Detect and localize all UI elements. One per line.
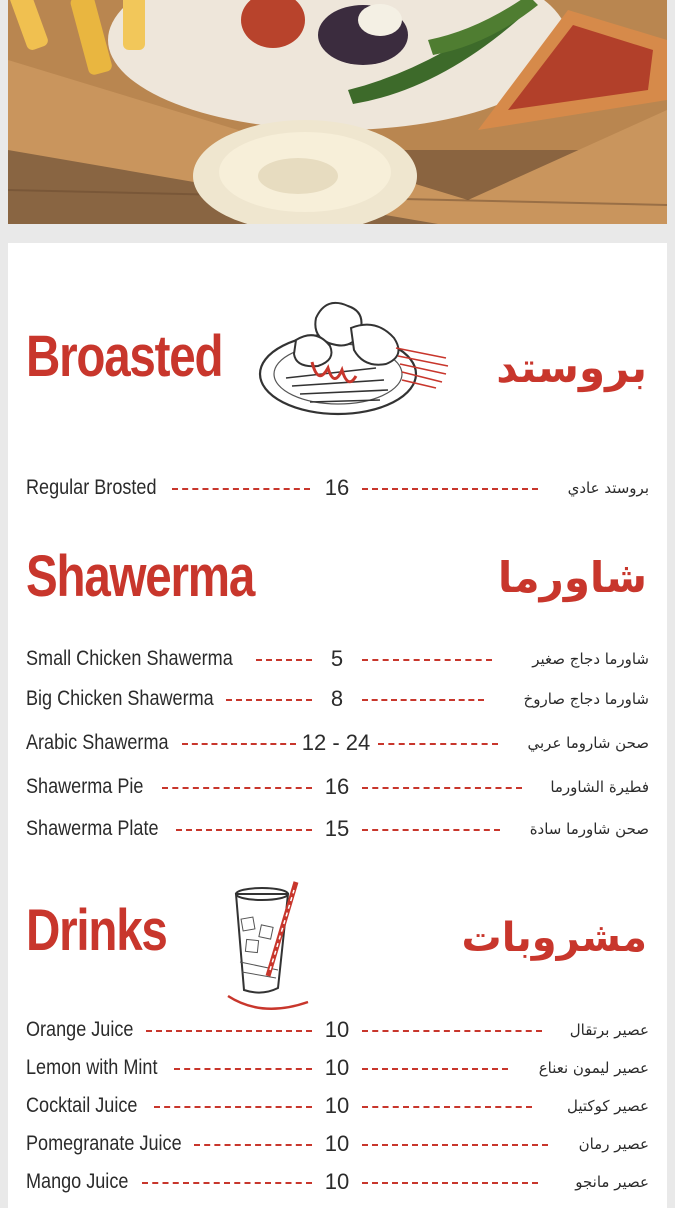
item-price: 10: [324, 1093, 350, 1118]
item-price: 10: [324, 1169, 350, 1194]
leader-dots: [362, 1068, 508, 1070]
section-title-broasted-en: Broasted: [26, 324, 223, 389]
item-price: 16: [324, 774, 350, 799]
section-title-shawerma-en: Shawerma: [26, 544, 255, 609]
item-price: 15: [324, 816, 350, 841]
leader-dots: [362, 1030, 542, 1032]
menu-item-shawerma-plate: [26, 814, 649, 844]
menu-item-pomegranate-juice: [26, 1129, 649, 1159]
section-title-drinks-en: Drinks: [26, 898, 167, 963]
leader-dots: [162, 787, 312, 789]
section-title-drinks-ar: مشروبات: [461, 915, 647, 961]
item-name-ar: عصير مانجو: [575, 1173, 649, 1191]
menu-item-shawerma-pie: [26, 772, 649, 802]
item-name-en: Arabic Shawerma: [26, 731, 169, 754]
item-name-en: Shawerma Pie: [26, 775, 144, 798]
menu-item-mango-juice: [26, 1167, 649, 1197]
item-name-en: Cocktail Juice: [26, 1094, 138, 1117]
leader-dots: [378, 743, 498, 745]
item-price: 10: [324, 1055, 350, 1080]
leader-dots: [362, 659, 492, 661]
item-name-en: Orange Juice: [26, 1018, 134, 1041]
food-photo-illustration: [8, 0, 667, 224]
item-name-en: Big Chicken Shawerma: [26, 687, 214, 710]
menu-item-orange-juice: [26, 1015, 649, 1045]
section-title-shawerma-ar: شاورما: [497, 553, 647, 602]
leader-dots: [362, 829, 500, 831]
leader-dots: [146, 1030, 312, 1032]
item-price: 12 - 24: [301, 730, 371, 755]
leader-dots: [362, 699, 484, 701]
leader-dots: [182, 743, 296, 745]
leader-dots: [154, 1106, 312, 1108]
leader-dots: [362, 488, 538, 490]
item-name-ar: عصير برتقال: [569, 1021, 649, 1039]
item-name-en: Lemon with Mint: [26, 1056, 158, 1079]
menu-item-small-chicken-shawerma: [26, 644, 649, 674]
menu-item-lemon-with-mint: [26, 1053, 649, 1083]
item-name-ar: شاورما دجاج صغير: [532, 650, 649, 668]
item-name-ar: عصير كوكتيل: [567, 1097, 649, 1115]
menu-item-regular-brosted: [26, 473, 649, 503]
leader-dots: [174, 1068, 312, 1070]
food-photo: [8, 0, 667, 224]
item-price: 10: [324, 1131, 350, 1156]
leader-dots: [362, 1182, 538, 1184]
leader-dots: [362, 787, 522, 789]
item-name-ar: شاورما دجاج صاروخ: [523, 690, 649, 708]
item-name-ar: بروستد عادي: [567, 479, 649, 497]
section-title-broasted-ar: بروستد: [496, 343, 647, 392]
item-name-ar: صحن شاروما عربي: [527, 734, 649, 752]
drink-glass-icon: [222, 878, 312, 1018]
item-price: 10: [324, 1017, 350, 1042]
item-price: 8: [330, 686, 344, 711]
item-price: 16: [324, 475, 350, 500]
menu-item-big-chicken-shawerma: [26, 684, 649, 714]
item-name-ar: عصير ليمون نعناع: [538, 1059, 649, 1077]
item-name-en: Regular Brosted: [26, 476, 157, 499]
item-price: 5: [330, 646, 344, 671]
item-name-ar: عصير رمان: [578, 1135, 649, 1153]
leader-dots: [142, 1182, 312, 1184]
leader-dots: [172, 488, 310, 490]
leader-dots: [362, 1144, 548, 1146]
item-name-en: Mango Juice: [26, 1170, 129, 1193]
leader-dots: [176, 829, 312, 831]
fried-chicken-plate-icon: [256, 298, 456, 422]
item-name-en: Shawerma Plate: [26, 817, 159, 840]
menu-item-arabic-shawerma: [26, 728, 649, 758]
leader-dots: [362, 1106, 532, 1108]
item-name-en: Small Chicken Shawerma: [26, 647, 233, 670]
item-name-ar: صحن شاورما سادة: [529, 820, 649, 838]
item-name-en: Pomegranate Juice: [26, 1132, 182, 1155]
leader-dots: [194, 1144, 312, 1146]
item-name-ar: فطيرة الشاورما: [550, 778, 649, 796]
menu-item-cocktail-juice: [26, 1091, 649, 1121]
